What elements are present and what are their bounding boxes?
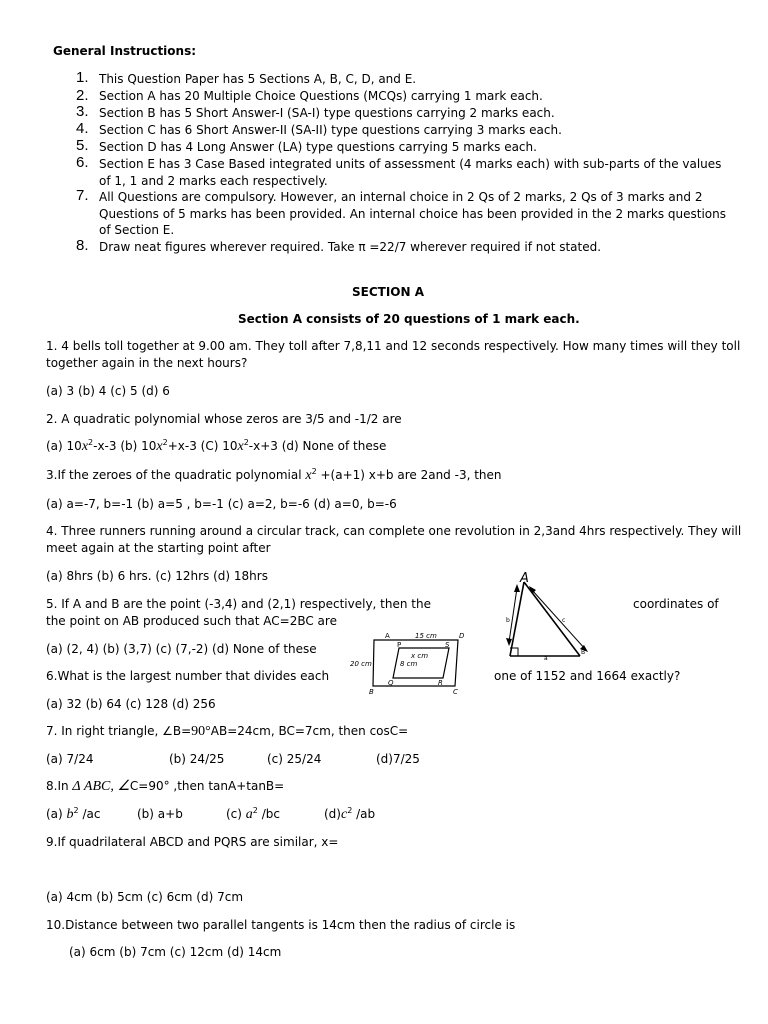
side-label-20cm: 20 cm [350,660,372,668]
question-10: 10.Distance between two parallel tangents is 14cm then the radius of circle is [46,918,516,932]
question-3-options: (a) a=-7, b=-1 (b) a=5 , b=-1 (c) a=2, b=-6 (d) a=0, b=-6 [46,497,397,511]
question-8-text: 8.In [46,779,73,793]
exponent: 2 [88,438,94,447]
vertex-label-p: P [397,641,402,649]
side-label-c: c [562,617,566,624]
question-4-options: (a) 8hrs (b) 6 hrs. (c) 12hrs (d) 18hrs [46,569,268,583]
question-6-options: (a) 32 (b) 64 (c) 128 (d) 256 [46,697,216,711]
quadrilateral-figure [345,628,475,696]
variable: a [245,807,253,822]
vertex-label-b: B [581,649,586,656]
instruction-item: Section C has 6 Short Answer-II (SA-II) type questions carrying 3 marks each. [99,123,562,137]
question-7-option-c: (c) 25/24 [267,752,322,766]
question-8-option-c [226,807,280,822]
variable: c [340,807,348,822]
list-number: 7. [76,187,89,204]
list-number: 5. [76,137,89,154]
question-1: 1. 4 bells toll together at 9.00 am. They toll after 7,8,11 and 12 seconds respectively. How many times will they toll [46,339,741,353]
instruction-item-continued: of Section E. [99,223,175,237]
instruction-item: Section B has 5 Short Answer-I (SA-I) type questions carrying 2 marks each. [99,106,555,120]
question-7-option-a: (a) 7/24 [46,752,94,766]
instruction-item: All Questions are compulsory. However, an internal choice in 2 Qs of 2 marks, 2 Qs of 3 marks and 2 [99,190,703,204]
question-4-continued: meet again at the starting point after [46,541,271,555]
list-number: 1. [76,69,89,86]
side-label-8cm: 8 cm [400,660,418,668]
arrow-head [506,638,512,646]
arrow-line-b [509,588,517,642]
vertex-label-c: C [453,688,458,696]
question-2: 2. A quadratic polynomial whose zeros are 3/5 and -1/2 are [46,412,402,426]
instruction-item: Section D has 4 Long Answer (LA) type questions carrying 5 marks each. [99,140,537,154]
question-8 [46,779,284,794]
question-3-text: +(a+1) x+b are 2and -3, then [316,468,502,482]
option-text: +x-3 (C) 10 [167,439,238,453]
list-number: 3. [76,103,89,120]
option-prefix: (d) [324,807,341,821]
question-5-options: (a) (2, 4) (b) (3,7) (c) (7,-2) (d) None of these [46,642,317,656]
question-8-text: C=90° ,then tanA+tanB= [129,779,285,793]
vertex-label-s: S [445,641,450,649]
list-number: 4. [76,120,89,137]
question-7-option-d: (d)7/25 [376,752,420,766]
question-5-continued: the point on AB produced such that AC=2BC are [46,614,337,628]
vertex-label-b: B [369,688,374,696]
question-6-continued: one of 1152 and 1664 exactly? [494,669,681,683]
option-a-prefix: (a) 10 [46,439,82,453]
option-text: -x+3 (d) None of these [248,439,387,453]
instruction-item: This Question Paper has 5 Sections A, B, C, D, and E. [99,72,417,86]
section-subtitle: Section A consists of 20 questions of 1 mark each. [238,312,580,326]
instruction-item-continued: of 1, 1 and 2 marks each respectively. [99,174,328,188]
vertex-label-a: A [385,632,390,640]
exponent: 2 [243,438,249,447]
instruction-item-continued: Questions of 5 marks has been provided. An internal choice has been provided in the 2 marks questions [99,207,726,221]
question-2-options [46,439,386,454]
option-text: /ac [78,807,101,821]
question-8-option-a [46,807,100,822]
triangle-figure [488,570,620,662]
exponent: 2 [311,467,317,476]
variable: x [156,439,163,454]
question-9: 9.If quadrilateral ABCD and PQRS are similar, x= [46,835,339,849]
question-3-text: 3.If the zeroes of the quadratic polynomial [46,468,306,482]
list-number: 6. [76,154,89,171]
exponent: 2 [347,806,353,815]
question-3 [46,468,502,483]
angle-value: 90° [191,724,211,739]
side-label-15cm: 15 cm [415,632,437,640]
option-text: -x-3 (b) 10 [93,439,157,453]
option-text: /ab [352,807,376,821]
side-label-x: x cm [411,652,429,660]
instructions-heading: General Instructions: [53,44,197,58]
section-title: SECTION A [352,285,425,299]
exponent: 2 [162,438,168,447]
question-4: 4. Three runners running around a circular track, can complete one revolution in 2,3and 4hrs respectively. They will [46,524,742,538]
variable: x [81,439,89,454]
option-prefix: (a) [46,807,67,821]
question-8-option-b: (b) a+b [137,807,183,821]
vertex-label-r: R [438,679,443,687]
vertex-label-d: D [459,632,465,640]
instruction-item: Section A has 20 Multiple Choice Questions (MCQs) carrying 1 mark each. [99,89,543,103]
option-prefix: (c) [226,807,246,821]
question-1-options: (a) 3 (b) 4 (c) 5 (d) 6 [46,384,170,398]
option-text: /bc [257,807,280,821]
side-label-b: b [506,617,510,624]
question-7-text: 7. In right triangle, ∠B= [46,724,192,738]
arrow-line-c [532,590,586,650]
exponent: 2 [252,806,258,815]
variable: x [305,468,312,483]
vertex-label-q: Q [388,679,394,687]
side-label-a: a [544,655,548,662]
question-1-continued: together again in the next hours? [46,356,248,370]
question-7-text: AB=24cm, BC=7cm, then cosC= [210,724,409,738]
question-9-options: (a) 4cm (b) 5cm (c) 6cm (d) 7cm [46,890,244,904]
instruction-item: Section E has 3 Case Based integrated units of assessment (4 marks each) with sub-parts of the values [99,157,722,171]
question-6: 6.What is the largest number that divides each [46,669,330,683]
variable: b [66,807,74,822]
exponent: 2 [73,806,79,815]
question-7-option-b: (b) 24/25 [169,752,225,766]
question-5-continued: coordinates of [633,597,719,611]
vertex-label-a: A [520,571,529,586]
question-8-option-d [324,807,375,822]
triangle-notation: Δ ABC, ∠ [72,779,130,794]
list-number: 2. [76,87,89,104]
list-number: 8. [76,237,89,254]
instruction-item: Draw neat figures wherever required. Take π =22/7 wherever required if not stated. [99,240,602,254]
variable: x [237,439,244,454]
question-10-options: (a) 6cm (b) 7cm (c) 12cm (d) 14cm [69,945,282,959]
question-5: 5. If A and B are the point (-3,4) and (2,1) respectively, then the [46,597,431,611]
question-7 [46,724,408,739]
